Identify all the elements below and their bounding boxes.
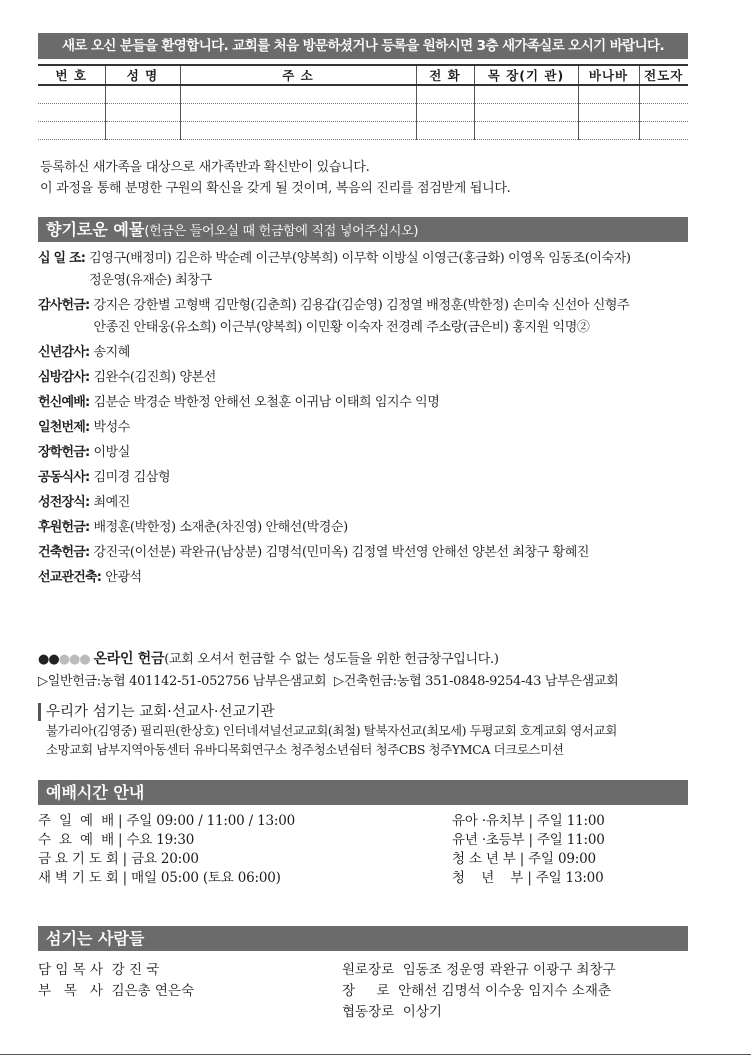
offering-row [38,367,688,389]
servants-elders [342,960,616,1023]
offering-label: 성전장식: [38,495,90,510]
worship-time: 유년 ·초등부 | 주일 11:00 [452,832,605,848]
building-account: ▷건축헌금:농협 351-0848-9254-43 남부은샘교회 [334,674,619,689]
table-row[interactable] [38,85,688,104]
offering-label: 신년감사: [38,345,90,360]
header-phone: 전 화 [416,65,474,85]
offering-names [93,517,347,539]
missions-line-1: 불가리아(김영중) 필리핀(한상호) 인터네셔널선교교회(최철) 탈북자선교(최모세) 두평교회 호계교회 영서교회 [46,723,617,738]
staff-line: 담 임 목 사 강 진 국 [38,962,160,978]
worship-times-left [38,812,295,888]
offering-names-line: 최예진 [93,495,130,510]
worship-time: 유아 ·유치부 | 주일 11:00 [452,813,605,829]
offering-label: 선교관건축: [38,570,102,585]
offering-names-line: 김분순 박경순 박한정 안해선 오철훈 이귀남 이태희 임지수 익명 [93,395,440,410]
general-account: ▷일반헌금:농협 401142-51-052756 남부은샘교회 [38,674,327,689]
worship-time: 수 요 예 배 | 수요 19:30 [38,832,195,848]
missions-line-2: 소망교회 남부지역아동센터 유바디목회연구소 청주청소년쉼터 청주CBS 청주YMCA 더크로스미션 [46,742,564,757]
offering-names [93,492,129,514]
staff-line: 부 목 사 김은총 연은숙 [38,983,194,999]
servants-section-title: 섬기는 사람들 [38,926,688,951]
offering-names-line: 배정훈(박한정) 소재춘(차진영) 안해선(박경순) [93,520,348,535]
offering-row [38,442,688,464]
offering-label: 공동식사: [38,470,90,485]
offering-subtitle: (헌금은 들어오실 때 헌금함에 직접 넣어주십시오) [144,224,419,239]
offering-row [38,492,688,514]
offering-label: 헌신예배: [38,395,90,410]
header-address: 주 소 [180,65,416,85]
offering-row [38,467,688,489]
offering-names-continued: 정운영(유재순) 최창구 [89,273,212,288]
offering-title: 향기로운 예물 [46,220,145,239]
offering-names [93,342,129,364]
offering-names-continued: 안종진 안태웅(유소희) 이근부(양복희) 이민황 이숙자 전경례 주소랑(금은비) 홍지원 익명② [93,320,590,335]
offering-names [93,367,216,389]
servants-pastors [38,960,194,1002]
offering-names-line: 강지은 강한별 고형백 김만형(김춘희) 김용갑(김순영) 김정열 배정훈(박한정) 손미숙 신선아 신형주 [93,298,630,313]
header-cell-group: 목 장(기 관) [474,65,578,85]
offering-names-line: 안광석 [105,570,142,585]
offering-row [38,417,688,439]
decorative-dots-icon: ●●●●● [38,652,90,667]
offering-names-line: 김영구(배정미) 김은하 박순례 이근부(양복희) 이무학 이방실 이영근(홍금화) 이영옥 임동조(이숙자) [89,251,631,266]
offering-names [93,417,129,439]
offering-names [93,295,629,339]
offering-names-line: 김미경 김삼형 [93,470,171,485]
table-row[interactable] [38,122,688,140]
worship-time: 주 일 예 배 | 주일 09:00 / 11:00 / 13:00 [38,813,295,829]
offering-label: 후원헌금: [38,520,90,535]
header-number: 번 호 [38,65,105,85]
offering-label: 일천번제: [38,420,90,435]
worship-time: 금 요 기 도 회 | 금요 20:00 [38,851,199,867]
offering-names-line: 송지혜 [93,345,130,360]
bottom-divider [0,1054,751,1055]
worship-times-right [452,812,605,888]
registration-note-1: 등록하신 새가족을 대상으로 새가족반과 확신반이 있습니다. [40,160,370,175]
staff-line: 원로장로 임동조 정운영 곽완규 이광구 최창구 [342,962,616,978]
header-evangelist: 전도자 [639,65,688,85]
offering-label: 감사헌금: [38,298,90,313]
offering-names [105,567,141,589]
online-offering-desc: (교회 오셔서 헌금할 수 없는 성도들을 위한 헌금창구입니다.) [164,652,499,667]
header-name: 성 명 [105,65,180,85]
worship-time: 청 소 년 부 | 주일 09:00 [452,851,596,867]
offering-row [38,542,688,564]
offering-row [38,248,688,292]
offering-row [38,392,688,414]
offering-names [93,392,439,414]
missions-section [38,703,708,759]
worship-section-title: 예배시간 안내 [38,780,688,805]
offering-row [38,517,688,539]
offering-names [93,442,129,464]
registration-note-2: 이 과정을 통해 분명한 구원의 확신을 갖게 될 것이며, 복음의 진리를 점검받게 됩니다. [40,181,511,196]
offering-row [38,295,688,339]
offering-label: 장학헌금: [38,445,90,460]
offering-names [89,248,630,292]
worship-time: 청 년 부 | 주일 13:00 [452,870,604,886]
table-row[interactable] [38,104,688,122]
registration-table [38,64,688,140]
missions-title: 우리가 섬기는 교회·선교사·선교기관 [38,703,708,721]
staff-line: 협동장로 이상기 [342,1004,442,1020]
offering-names-line: 김완수(김진희) 양본선 [93,370,216,385]
offering-names [93,542,589,564]
offering-list [38,248,688,592]
header-barnabas: 바나바 [578,65,639,85]
online-offering [38,648,698,693]
offering-label: 심방감사: [38,370,90,385]
worship-time: 새 벽 기 도 회 | 매일 05:00 (토요 06:00) [38,870,281,886]
offering-names [93,467,170,489]
offering-names-line: 강진국(이선분) 곽완규(남상분) 김명석(민미옥) 김정열 박선영 안해선 양본선 최창구 황혜진 [93,545,590,560]
staff-line: 장 로 안해선 김명석 이수웅 임지수 소재춘 [342,983,611,999]
offering-section-title [38,217,688,242]
registration-header-row [38,65,688,85]
offering-names-line: 박성수 [93,420,130,435]
offering-label: 십 일 조: [38,251,86,266]
offering-names-line: 이방실 [93,445,130,460]
offering-row [38,567,688,589]
online-offering-title: 온라인 헌금 [93,651,165,667]
offering-row [38,342,688,364]
welcome-banner: 새로 오신 분들을 환영합니다. 교회를 처음 방문하셨거나 등록을 원하시면 3층 새가족실로 오시기 바랍니다. [38,33,688,59]
offering-label: 건축헌금: [38,545,90,560]
